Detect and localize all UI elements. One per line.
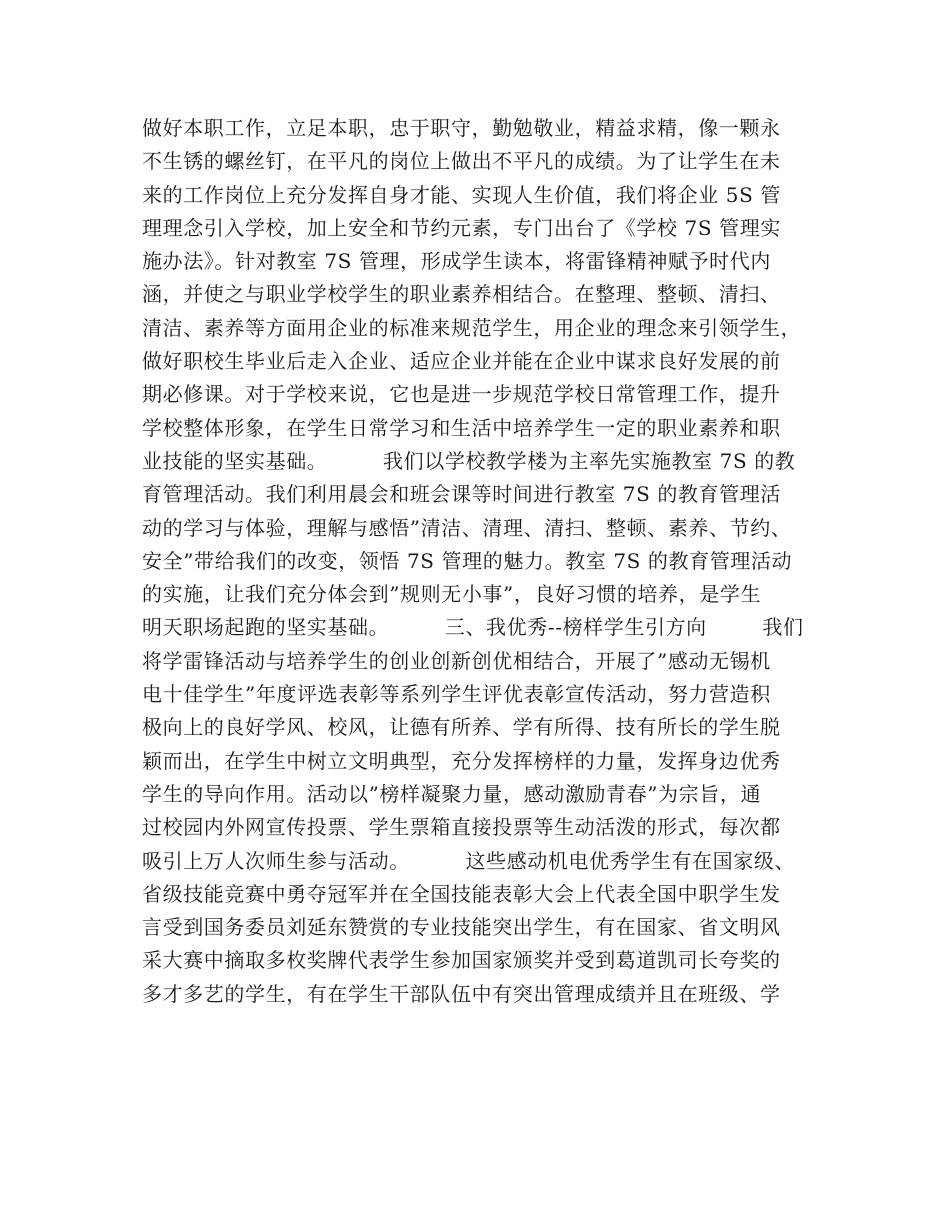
text-line: 吸引上万人次师生参与活动。 这些感动机电优秀学生有在国家级、 <box>142 848 796 873</box>
text-line: 学校整体形象，在学生日常学习和生活中培养学生一定的职业素养和职 <box>142 415 781 440</box>
text-line: 不生锈的螺丝钉，在平凡的岗位上做出不平凡的成绩。为了让学生在未 <box>142 149 781 174</box>
text-line: 过校园内外网宣传投票、学生票箱直接投票等生动活泼的形式，每次都 <box>142 815 781 840</box>
text-line: 电十佳学生”年度评选表彰等系列学生评优表彰宣传活动，努力营造积 <box>142 682 771 707</box>
text-line: 极向上的良好学风、校风，让德有所养、学有所得、技有所长的学生脱 <box>142 715 781 740</box>
text-line: 明天职场起跑的坚实基础。 三、我优秀--榜样学生引方向 我们 <box>142 615 804 640</box>
text-line: 做好本职工作，立足本职，忠于职守，勤勉敬业，精益求精，像一颗永 <box>142 116 781 140</box>
text-line: 期必修课。对于学校来说，它也是进一步规范学校日常管理工作，提升 <box>142 382 781 407</box>
text-line: 理理念引入学校，加上安全和节约元素，专门出台了《学校 7S 管理实 <box>142 215 781 240</box>
text-line: 育管理活动。我们利用晨会和班会课等时间进行教室 7S 的教育管理活 <box>142 482 781 507</box>
text-line: 业技能的坚实基础。 我们以学校教学楼为主率先实施教室 7S 的教 <box>142 448 796 473</box>
text-line: 颖而出，在学生中树立文明典型，充分发挥榜样的力量，发挥身边优秀 <box>142 748 781 773</box>
text-line: 多才多艺的学生，有在学生干部队伍中有突出管理成绩并且在班级、学 <box>142 981 781 1006</box>
text-line: 言受到国务委员刘延东赞赏的专业技能突出学生，有在国家、省文明风 <box>142 915 781 940</box>
text-line: 涵，并使之与职业学校学生的职业素养相结合。在整理、整顿、清扫、 <box>142 282 781 307</box>
text-line: 将学雷锋活动与培养学生的创业创新创优相结合，开展了”感动无锡机 <box>142 648 771 673</box>
text-line: 清洁、素养等方面用企业的标准来规范学生，用企业的理念来引领学生， <box>142 315 802 340</box>
text-line: 采大赛中摘取多枚奖牌代表学生参加国家颁奖并受到葛道凯司长夸奖的 <box>142 948 781 973</box>
text-line: 来的工作岗位上充分发挥自身才能、实现人生价值，我们将企业 5S 管 <box>142 182 781 207</box>
text-line: 学生的导向作用。活动以”榜样凝聚力量，感动激励青春”为宗旨，通 <box>142 781 762 806</box>
text-line: 省级技能竞赛中勇夺冠军并在全国技能表彰大会上代表全国中职学生发 <box>142 881 781 906</box>
body-text <box>142 112 822 1011</box>
text-line: 动的学习与体验，理解与感悟”清洁、清理、清扫、整顿、素养、节约、 <box>142 515 792 540</box>
text-line: 的实施，让我们充分体会到”规则无小事”，良好习惯的培养，是学生 <box>142 582 762 607</box>
text-line: 施办法》。针对教室 7S 管理，形成学生读本，将雷锋精神赋予时代内 <box>142 249 771 274</box>
text-line: 安全”带给我们的改变，领悟 7S 管理的魅力。教室 7S 的教育管理活动 <box>142 548 793 573</box>
text-line: 做好职校生毕业后走入企业、适应企业并能在企业中谋求良好发展的前 <box>142 349 781 374</box>
